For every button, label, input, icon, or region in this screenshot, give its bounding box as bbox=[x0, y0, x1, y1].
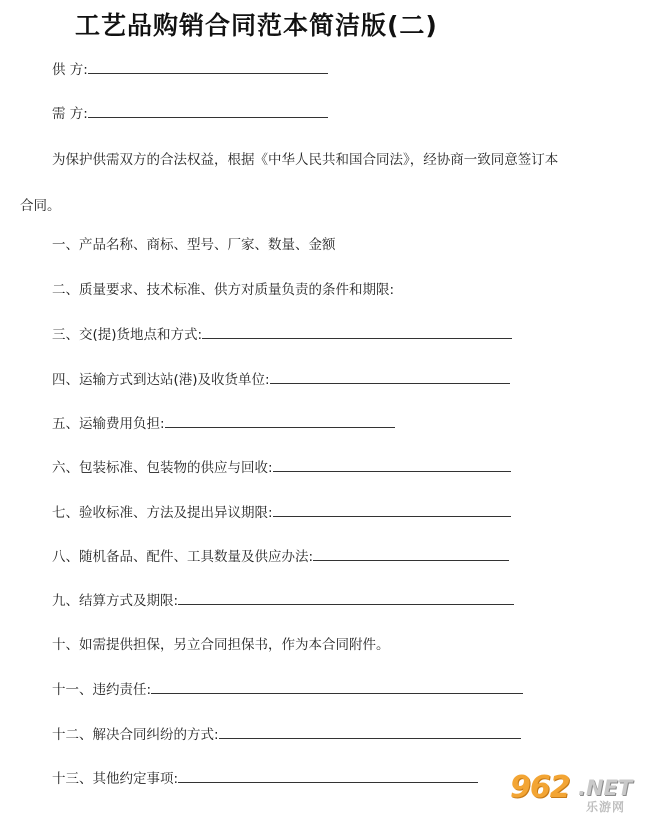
supplier-line bbox=[52, 60, 328, 79]
clause-text: 一、产品名称、商标、型号、厂家、数量、金额 bbox=[52, 237, 336, 253]
clause-13 bbox=[52, 769, 478, 788]
clause-4 bbox=[52, 370, 510, 389]
clause-7 bbox=[52, 503, 511, 522]
clause-5 bbox=[52, 414, 395, 433]
clause-text: 七、验收标准、方法及提出异议期限: bbox=[52, 505, 273, 521]
clause-8 bbox=[52, 547, 509, 566]
clause-11 bbox=[52, 680, 523, 699]
clause-10 bbox=[52, 636, 390, 654]
clause-3-blank[interactable] bbox=[202, 325, 512, 339]
clause-text: 四、运输方式到达站(港)及收货单位: bbox=[52, 372, 270, 388]
clause-text: 十、如需提供担保，另立合同担保书，作为本合同附件。 bbox=[52, 637, 390, 653]
watermark-number: 962 bbox=[510, 770, 570, 805]
clause-3 bbox=[52, 325, 512, 344]
clause-11-blank[interactable] bbox=[151, 680, 523, 694]
intro-line-2: 合同。 bbox=[20, 198, 61, 214]
buyer-line bbox=[52, 104, 328, 123]
clause-4-blank[interactable] bbox=[270, 370, 510, 384]
clause-8-blank[interactable] bbox=[313, 547, 509, 561]
clause-12 bbox=[52, 725, 521, 744]
buyer-label: 需 方: bbox=[52, 106, 88, 122]
document-title: 工艺品购销合同范本简洁版(二) bbox=[75, 11, 438, 40]
clause-text: 六、包装标准、包装物的供应与回收: bbox=[52, 460, 273, 476]
clause-text: 十三、其他约定事项: bbox=[52, 771, 179, 787]
clause-9-blank[interactable] bbox=[178, 591, 514, 605]
supplier-blank[interactable] bbox=[88, 60, 328, 74]
clause-text: 十一、违约责任: bbox=[52, 682, 152, 698]
buyer-blank[interactable] bbox=[88, 104, 328, 118]
clause-text: 五、运输费用负担: bbox=[52, 416, 165, 432]
site-watermark-logo bbox=[510, 770, 642, 814]
clause-text: 二、质量要求、技术标准、供方对质量负责的条件和期限: bbox=[52, 282, 395, 298]
clause-text: 九、结算方式及期限: bbox=[52, 593, 179, 609]
clause-6-blank[interactable] bbox=[273, 458, 511, 472]
clause-text: 三、交(提)货地点和方式: bbox=[52, 327, 203, 343]
clause-text: 十二、解决合同纠纷的方式: bbox=[52, 727, 219, 743]
watermark-domain: .NET bbox=[578, 776, 633, 800]
watermark-site-name: 乐游网 bbox=[586, 800, 626, 814]
clause-13-blank[interactable] bbox=[178, 769, 478, 783]
clause-2 bbox=[52, 281, 394, 299]
clause-text: 八、随机备品、配件、工具数量及供应办法: bbox=[52, 549, 314, 565]
intro-line-1: 为保护供需双方的合法权益，根据《中华人民共和国合同法》，经协商一致同意签订本 bbox=[52, 152, 559, 168]
clause-12-blank[interactable] bbox=[219, 725, 521, 739]
clause-1 bbox=[52, 236, 336, 254]
supplier-label: 供 方: bbox=[52, 62, 88, 78]
clause-5-blank[interactable] bbox=[165, 414, 395, 428]
clause-6 bbox=[52, 458, 511, 477]
clause-9 bbox=[52, 591, 514, 610]
clause-7-blank[interactable] bbox=[273, 503, 511, 517]
